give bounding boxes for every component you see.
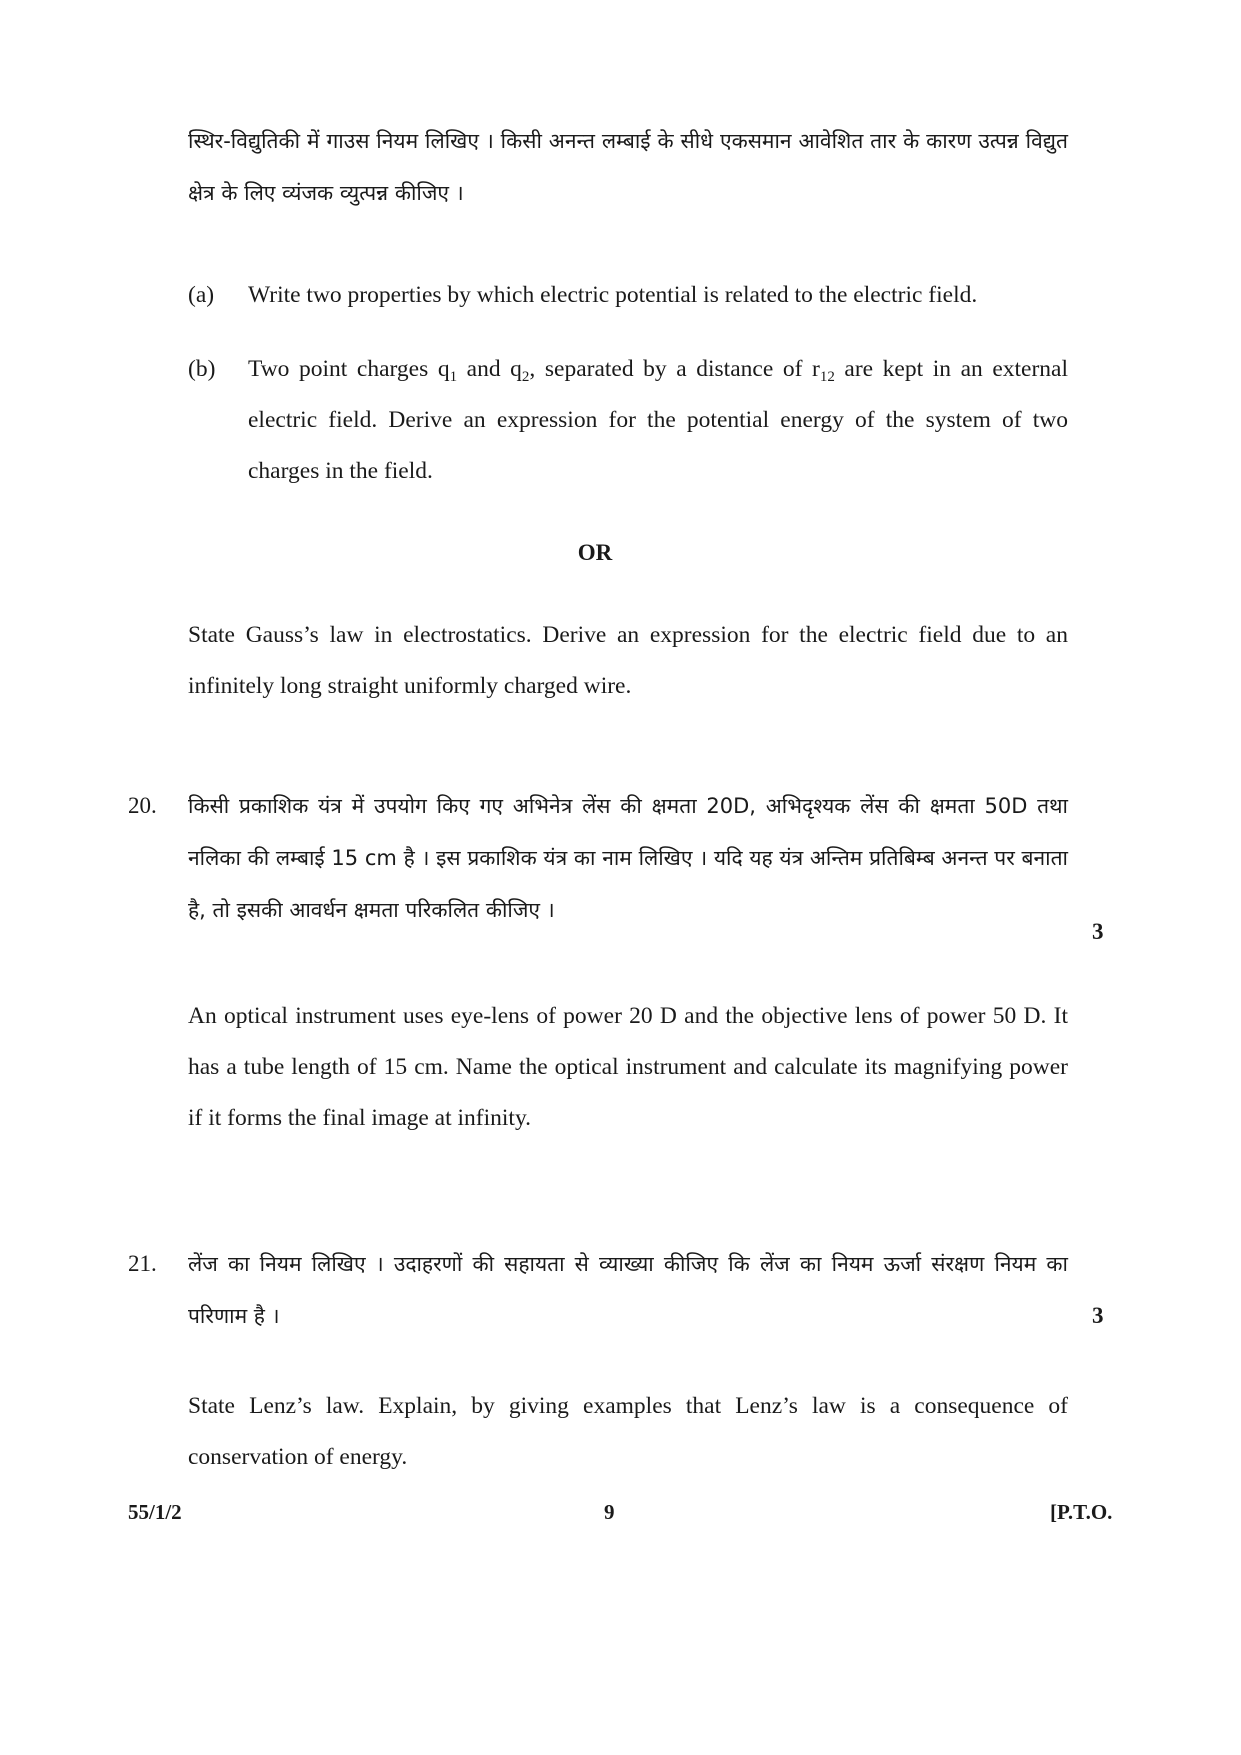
pto-label: [P.T.O. bbox=[1050, 1500, 1113, 1524]
q20-number: 20. bbox=[128, 793, 157, 818]
q19-hindi-text: स्थिर-विद्युतिकी में गाउस नियम लिखिए । किसी अनन्त लम्बाई के सीधे एकसमान आवेशित तार के कारण उत्पन्न विद्युत क्षेत्र के लिए व्यंजक व्युत्पन्न कीजिए । bbox=[188, 129, 1068, 205]
q19-part-a-label: (a) bbox=[188, 282, 215, 308]
q21-marks: 3 bbox=[1092, 1303, 1104, 1328]
q21-english-text: State Lenz’s law. Explain, by giving examples that Lenz’s law is a consequence of conservation of energy. bbox=[188, 1393, 1068, 1470]
q19-part-b bbox=[188, 344, 1068, 504]
q20-hindi-text: किसी प्रकाशिक यंत्र में उपयोग किए गए अभिनेत्र लेंस की क्षमता 20D, अभिदृश्यक लेंस की क्षमता 50D तथा नलिका की लम्बाई 15 cm है । इस प्रकाशिक यंत्र का नाम लिखिए । यदि यह यंत्र अन्तिम प्रतिबिम्ब अनन्त पर बनाता है, तो इसकी आवर्धन क्षमता परिकलित कीजिए । bbox=[188, 794, 1068, 922]
q19-part-b-label: (b) bbox=[188, 356, 216, 382]
q19-part-a-text: Write two properties by which electric potential is related to the electric field. bbox=[248, 282, 978, 308]
or-separator: OR bbox=[577, 540, 613, 565]
q19-part-a bbox=[188, 270, 1068, 322]
q20-marks: 3 bbox=[1092, 919, 1104, 944]
page-number: 9 bbox=[604, 1500, 615, 1524]
q20-english-text: An optical instrument uses eye-lens of power 20 D and the objective lens of power 50 D. It has a tube length of 15 cm. Name the optical instrument and calculate its magnifying power if it forms the final image at infinity. bbox=[188, 1003, 1068, 1131]
paper-code: 55/1/2 bbox=[128, 1500, 182, 1524]
q19-or-english-text: State Gauss’s law in electrostatics. Derive an expression for the electric field due to an infinitely long straight uniformly charged wire. bbox=[188, 622, 1068, 699]
q21-number: 21. bbox=[128, 1251, 157, 1276]
q21-hindi-text: लेंज का नियम लिखिए । उदाहरणों की सहायता से व्याख्या कीजिए कि लेंज का नियम ऊर्जा संरक्षण नियम का परिणाम है । bbox=[188, 1252, 1068, 1328]
q19-part-b-text: Two point charges $q_1$ and $q_2$, separated by a distance of $r_{12}$ are kept in an external electric field. Derive an expression for the potential energy of the system of two charges in the field. bbox=[248, 356, 1068, 484]
